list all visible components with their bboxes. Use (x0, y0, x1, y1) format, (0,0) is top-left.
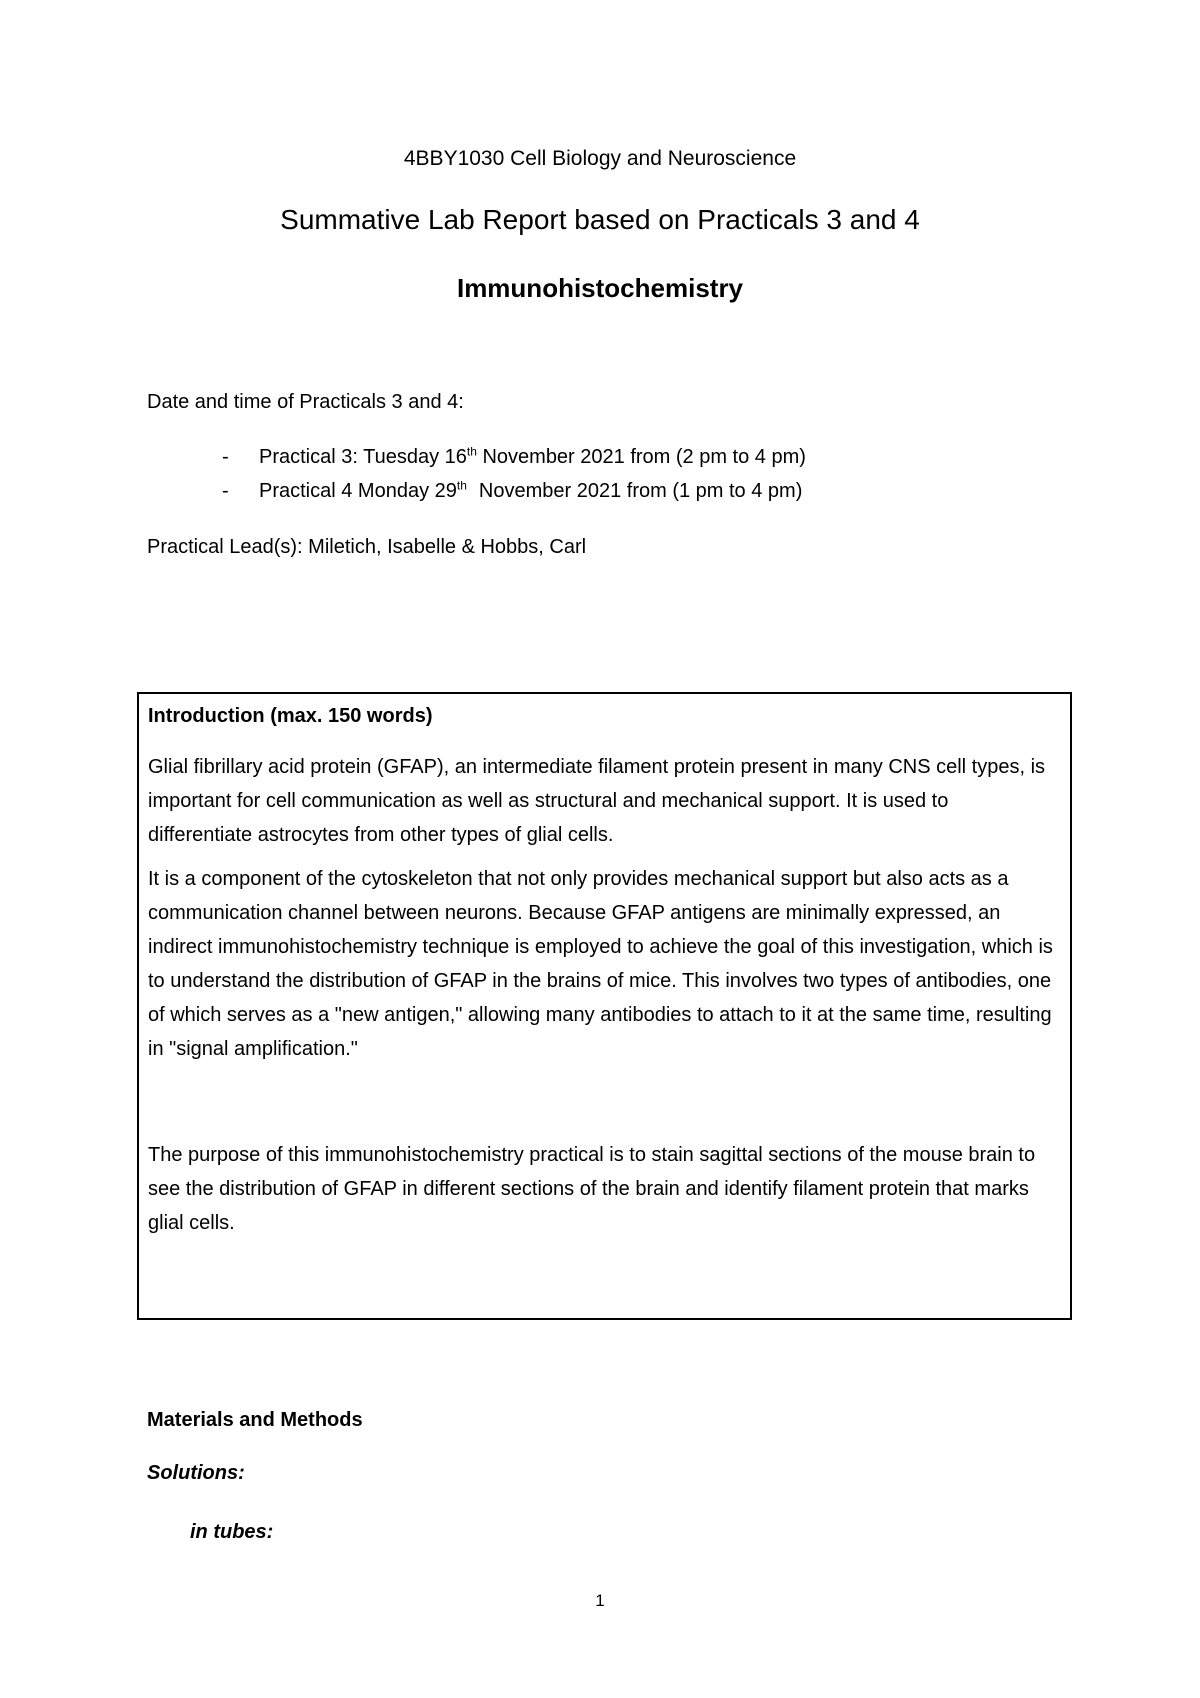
report-title: Immunohistochemistry (456, 273, 744, 303)
practical-3-time: November 2021 from (2 pm to 4 pm) (476, 446, 806, 468)
practical-4-time: November 2021 from (1 pm to 4 pm) (478, 480, 803, 502)
materials-methods-heading: Materials and Methods (147, 1409, 363, 1431)
practical-3-item (259, 444, 806, 468)
bullet-dash: - (222, 480, 229, 502)
practical-4-date: Practical 4 Monday 29 (259, 480, 457, 502)
ordinal-suffix: th (466, 444, 477, 459)
practical-3-date: Practical 3: Tuesday 16 (259, 446, 467, 468)
course-title: 4BBY1030 Cell Biology and Neuroscience (403, 147, 797, 170)
page-number: 1 (595, 1591, 605, 1610)
ordinal-suffix: th (456, 478, 467, 493)
practical-4-item (259, 478, 803, 502)
introduction-paragraph: It is a component of the cytoskeleton that not only provides mechanical support but also acts as a communication channel between neurons. Because GFAP antigens are minimally expressed, an indirect immunohistochemistry technique is employed to achieve the goal of this investigation, which is to understand the distribution of GFAP in the brains of mice. This involves two types of antibodies, one of which serves as a "new antigen," allowing many antibodies to attach to it at the same time, resulting in "signal amplification." (148, 868, 1053, 1060)
solutions-heading: Solutions: (147, 1462, 245, 1484)
bullet-dash: - (222, 446, 229, 468)
report-subtitle: Summative Lab Report based on Practicals 3 and 4 (280, 204, 920, 235)
introduction-paragraph: The purpose of this immunohistochemistry practical is to stain sagittal sections of the mouse brain to see the distribution of GFAP in different sections of the brain and identify filament protein that marks glial cells. (148, 1144, 1036, 1234)
introduction-paragraph: Glial fibrillary acid protein (GFAP), an intermediate filament protein present in many CNS cell types, is important for cell communication as well as structural and mechanical support. It is used to differentiate astrocytes from other types of glial cells. (148, 756, 1046, 846)
introduction-heading: Introduction (max. 150 words) (148, 705, 433, 727)
date-label: Date and time of Practicals 3 and 4: (147, 391, 464, 413)
practical-leads: Practical Lead(s): Miletich, Isabelle & Hobbs, Carl (147, 536, 587, 558)
in-tubes-heading: in tubes: (190, 1521, 274, 1543)
introduction-box (137, 692, 1072, 1320)
